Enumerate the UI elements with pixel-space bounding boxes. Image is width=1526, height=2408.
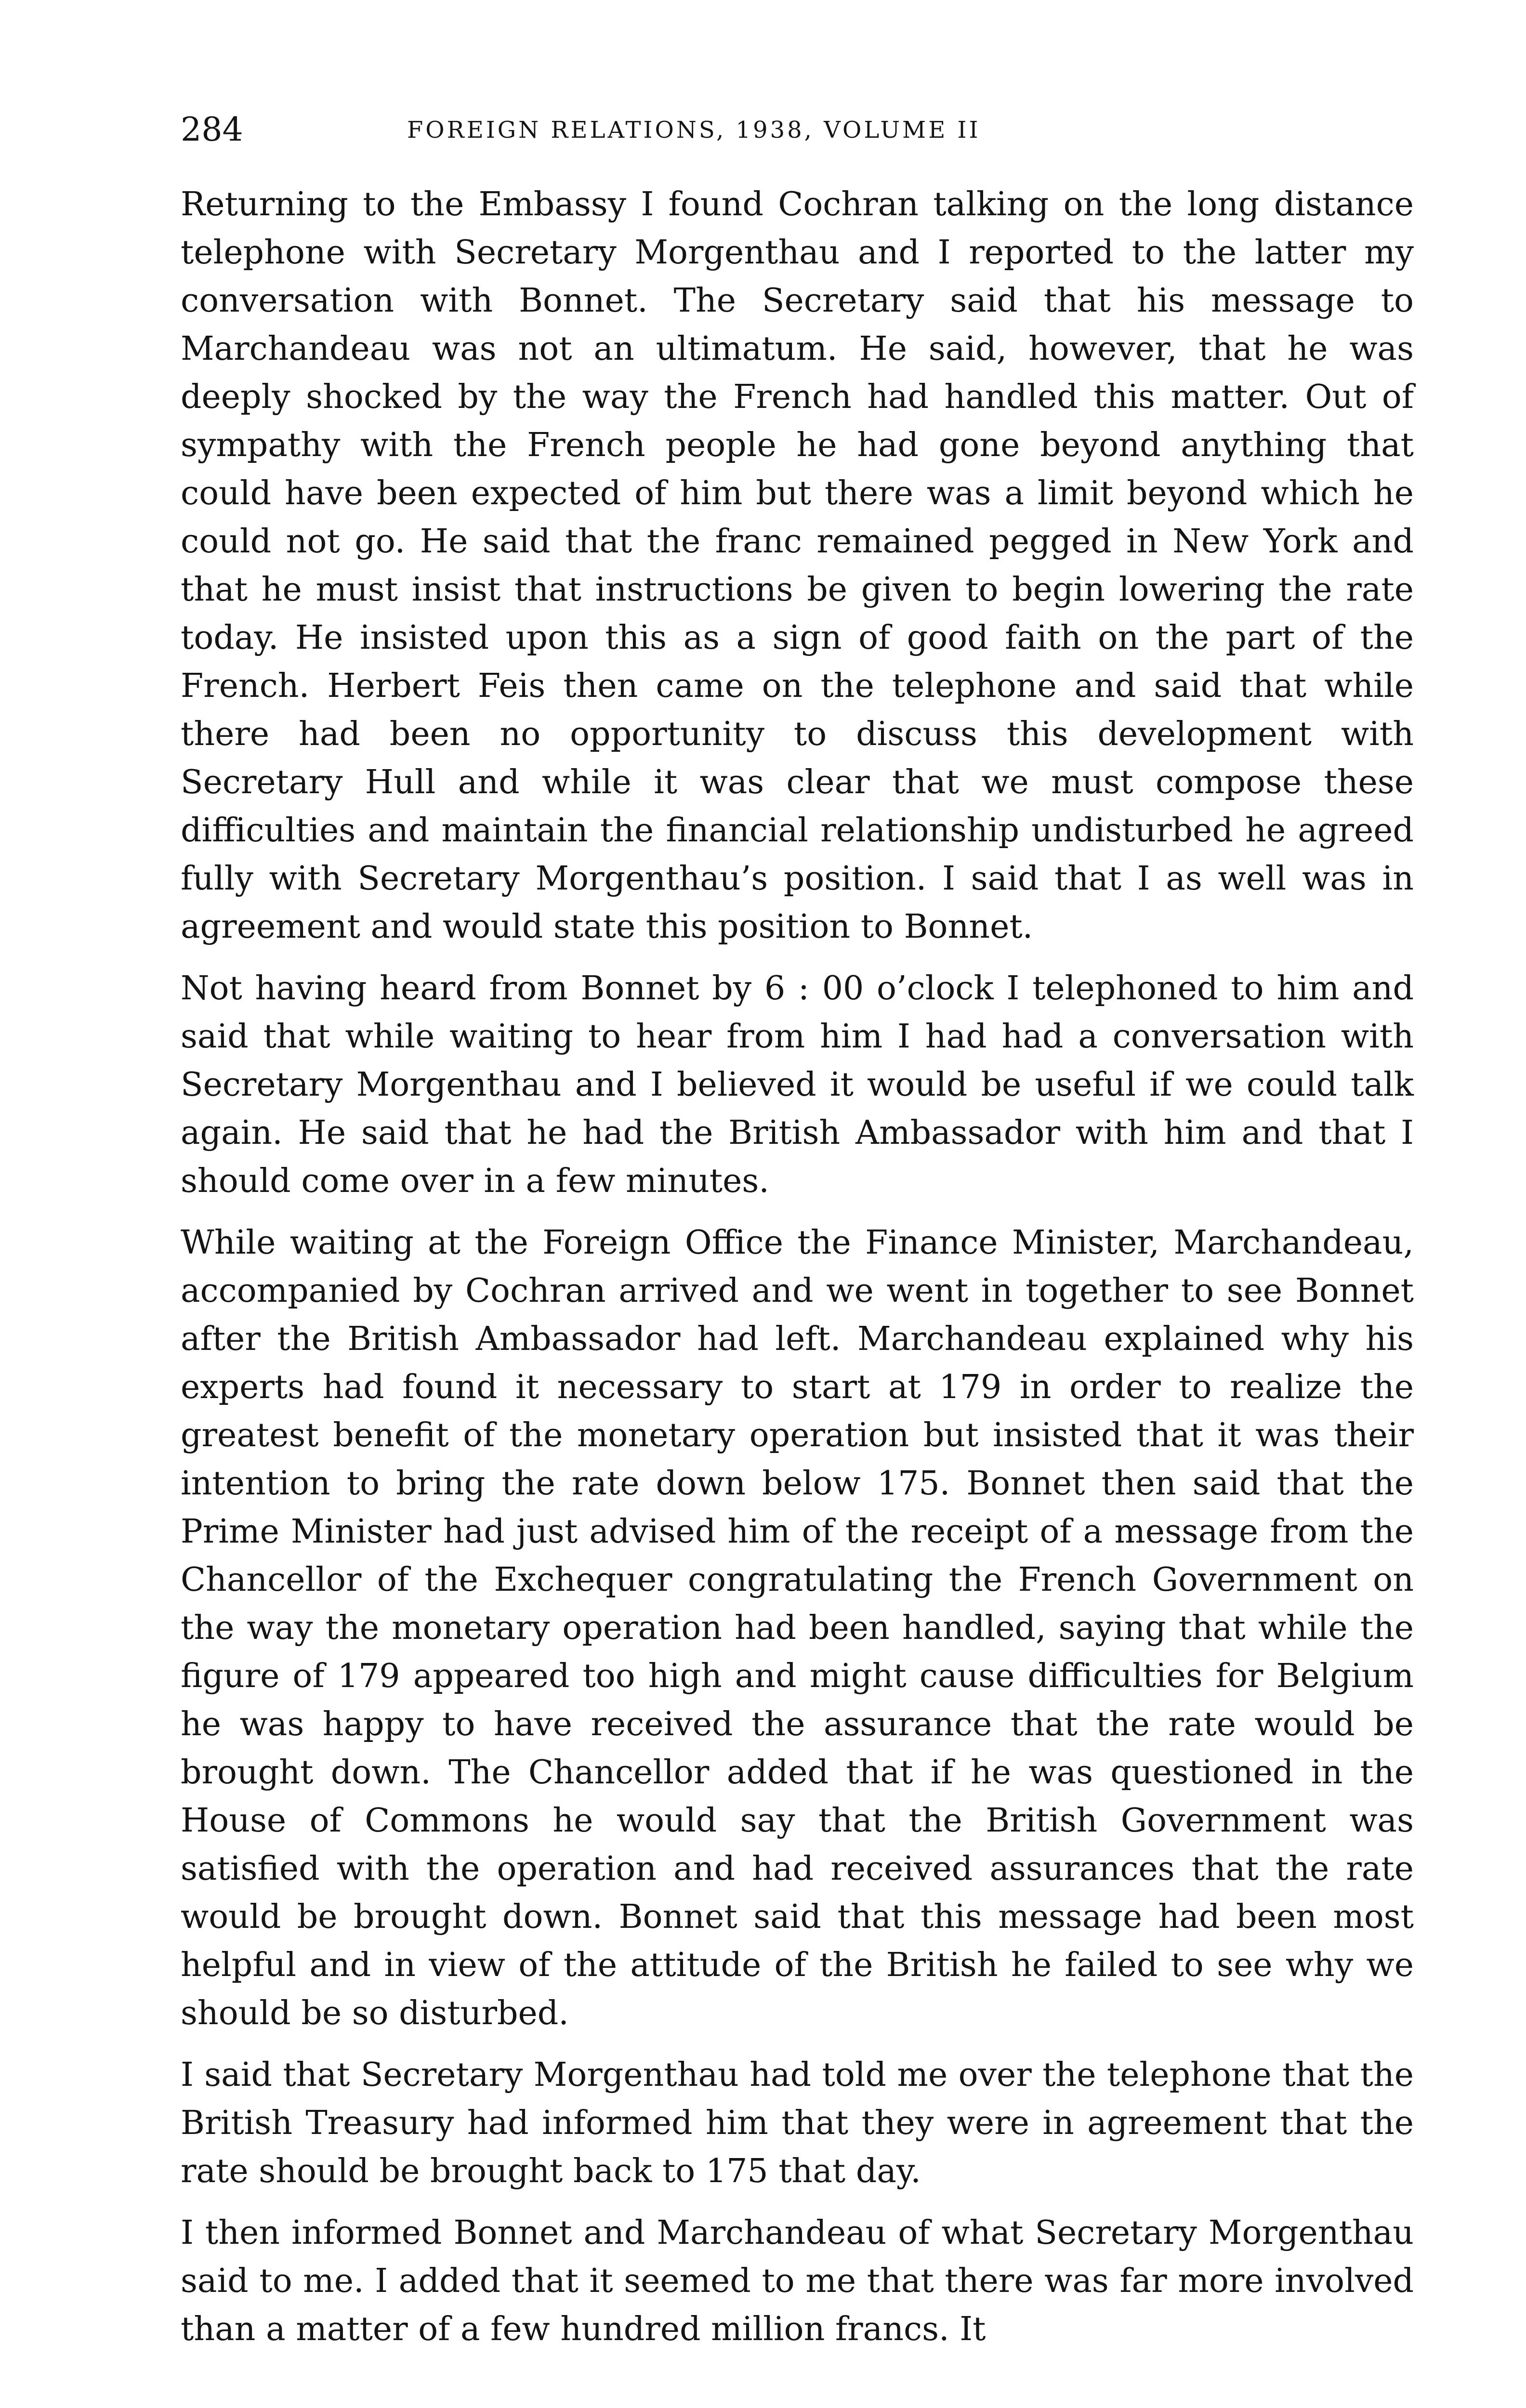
body-text [181, 181, 1414, 2367]
page-header [181, 104, 1414, 157]
paragraph-2: Not having heard from Bonnet by 6 : 00 o’clock I telephoned to him and said that while waiting to hear from him I had had a conversation with Secretary Morgenthau and I believed it would be useful if we could talk again. He said that he had the British Ambassador with him and that I should come over in a few minutes. [181, 969, 1414, 1200]
paragraph-5: I then informed Bonnet and Marchandeau of what Secretary Morgenthau said to me. I added that it seemed to me that there was far more involved than a matter of a few hundred million francs. It [181, 2214, 1414, 2348]
paragraph-1: Returning to the Embassy I found Cochran talking on the long distance telephone with Secretary Morgenthau and I reported to the latter my conversation with Bonnet. The Secretary said that his message to Marchandeau was not an ultimatum. He said, however, that he was deeply shocked by the way the French had handled this matter. Out of sympathy with the French people he had gone beyond anything that could have been expected of him but there was a limit beyond which he could not go. He said that the franc remained pegged in New York and that he must insist that instructions be given to begin lowering the rate today. He insisted upon this as a sign of good faith on the part of the French. Herbert Feis then came on the telephone and said that while there had been no opportunity to discuss this development with Secretary Hull and while it was clear that we must compose these difficulties and maintain the financial relationship undisturbed he agreed fully with Secretary Morgenthau’s position. I said that I as well was in agreement and would state this position to Bonnet. [181, 185, 1414, 946]
running-title: FOREIGN RELATIONS, 1938, VOLUME II [407, 117, 981, 144]
paragraph-3: While waiting at the Foreign Office the Finance Minister, Marchandeau, accompanied by Cochran arrived and we went in together to see Bonnet after the British Ambassador had left. Marchandeau explained why his experts had found it necessary to start at 179 in order to realize the greatest benefit of the monetary operation but insisted that it was their intention to bring the rate down below 175. Bonnet then said that the Prime Minister had just advised him of the receipt of a message from the Chancellor of the Exchequer congratulating the French Government on the way the monetary operation had been handled, saying that while the figure of 179 appeared too high and might cause difficulties for Belgium he was happy to have received the assurance that the rate would be brought down. The Chancellor added that if he was questioned in the House of Commons he would say that the British Government was satisfied with the operation and had received assurances that the rate would be brought down. Bonnet said that this message had been most helpful and in view of the attitude of the British he failed to see why we should be so disturbed. [181, 1224, 1414, 2032]
paragraph-4: I said that Secretary Morgenthau had told me over the telephone that the British Treasury had informed him that they were in agreement that the rate should be brought back to 175 that day. [181, 2056, 1414, 2190]
page-number: 284 [181, 111, 243, 149]
